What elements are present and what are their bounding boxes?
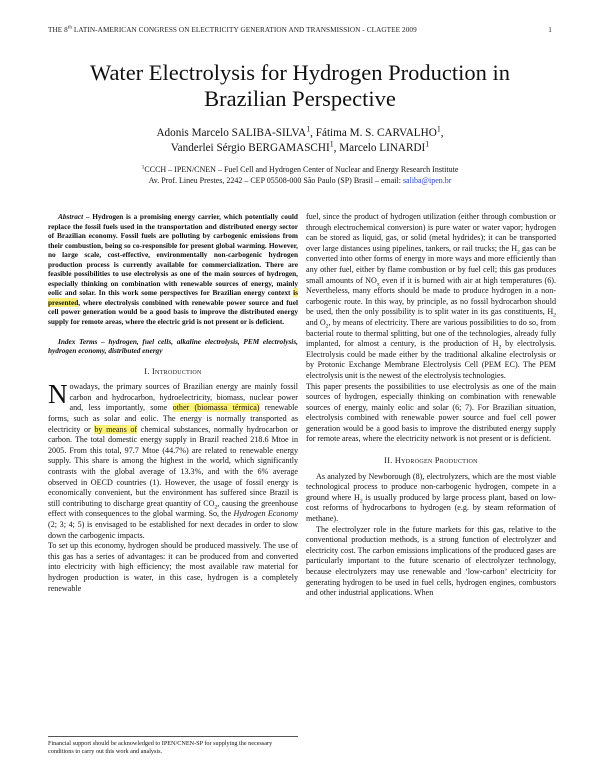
author-name: Marcelo LINARDI (339, 142, 426, 154)
footnote: Financial support should be acknowledged to IPEN/CNEN-SP for supplying the necessary conditions to carry out this work and analysis. (48, 736, 298, 756)
running-head (48, 26, 552, 34)
highlighted-text: by means of (94, 424, 138, 434)
left-column (48, 212, 298, 594)
running-head-text: THE 8th LATIN-AMERICAN CONGRESS ON ELECTRICITY GENERATION AND TRANSMISSION - CLAGTEE 2009 (48, 25, 417, 34)
right-paragraph-1: fuel, since the product of hydrogen utilization (either through combustion or through electrochemical conversion) is pure water or water vapor; hydrogen can be stored as liquid, gas, or solid (metal hydrides); it can be transported over large distances using pipelines, tankers, or rail trucks; the $H_2$ gas can be converted into other forms of energy in more ways and more efficiently than any other fuel, either by flame combustion or by fuel cell; this gas produces small amounts of $NO_x$ even if it is burned with air at high temperatures (6). Nevertheless, many efforts should be made to produce hydrogen in a non-carbogenic route. In this way, by principle, as no fossil hydrocarbon should be used, then the only possibility is to split water in its gas constituents, $H_2$ and $O_2$, by means of electricity. There are various possibilities to do so, from bacterial route to thermal splitting, but one of the technologies, already fully implanted, for almost a century, is the production of $H_2$ by electrolysis. Electrolysis could be made either by the traditional alkaline electrolysis or by Protonic Exchange Membrane Electrolysis Cell (PEM EC). The PEM electrolysis unit is the newest of the electrolysis technologies. (306, 212, 557, 380)
drop-cap: N (48, 379, 68, 410)
author-name: Vanderlei Sérgio BERGAMASCHI (170, 142, 330, 154)
right-paragraph-2: This paper presents the possibilities to use electrolysis as one of the main sources of hydrogen, especially thinking on combination with renewable sources of energy, mainly eolic and solar (6; 7). For Brazilian situation, electrolysis combined with renewable power source and fuel cell power generation would be a good basis to improve the distributed energy supply for remote areas, where the electricity network is not present or is deficient. (306, 381, 556, 444)
index-terms: Index Terms – hydrogen, fuel cells, alkaline electrolysis, PEM electrolysis, hydrogen economy, distributed energy (48, 336, 298, 356)
intro-paragraph-1: Nowadays, the primary sources of Brazilian energy are mainly fossil carbon and hydrocarbon, hydroelectricity, biomass, nuclear power and, less importantly, some other (biomassa térmica) renewable forms, such as solar and eolic. The energy is normally transported as electricity or by means of chemical substances, normally hydrocarbon or carbon. The total domestic energy supply in Brazil reached 218.6 Mtoe in 2005. From this total, 97.7 Mtoe (44.7%) are related to renewable energy supply. This share is among the highest in the world, which significantly contrasts with the global average of 13.3%, and with the 6% average observed in OECD countries (1). However, the usage of fossil energy is economically convenient, but the environment has suffered since Brazil is still contributing to discharge great quantity of $CO_2$, causing the greenhouse effect with consequences to the global warming. So, the Hydrogen Economy (2; 3; 4; 5) is envisaged to be established for next decades in order to slow down the carbogenic impacts. (48, 379, 298, 540)
paper-title: Water Electrolysis for Hydrogen Production in Brazilian Perspective (90, 60, 510, 111)
author-list: Adonis Marcelo SALIBA-SILVA$^1$, Fátima M. S. CARVALHO$^1$, Vanderlei Sérgio BERGAMASCHI$^1$, Marcelo LINARDI$^1$ (156, 124, 444, 154)
section-heading-hydrogen-production: II. Hydrogen Production (384, 456, 478, 466)
page-number: 1 (548, 26, 552, 34)
right-paragraph-4: The electrolyzer role in the future markets for this gas, relative to the conventional production methods, is a strong function of electrolyzer and electricity cost. The carbon emissions implications of the produced gases are particularly important to the future scenario of electrolyzer technology, because electrolyzers may use renewable and ‘low-carbon’ electricity for generating hydrogen to be used in fuel cells, hydrogen engines, combustors and other industrial applications. When (306, 524, 556, 598)
author-name: Adonis Marcelo SALIBA-SILVA (156, 127, 307, 139)
section-heading-introduction: I. Introduction (144, 366, 202, 376)
highlighted-text: other (biomassa térmica) (172, 403, 260, 413)
right-column (306, 212, 556, 599)
highlighted-text: is presented (48, 288, 298, 307)
email-link[interactable]: saliba@ipen.br (402, 176, 452, 185)
intro-paragraph-2: To set up this economy, hydrogen should be produced massively. The use of this gas has a series of advantages: it can be produced from and converted into electricity with high efficiency; the most available raw material for hydrogen production is water, in this case, hydrogen is a completely renewable (48, 541, 298, 593)
affiliation: $^1$CCCH – IPEN/CNEN – Fuel Cell and Hydrogen Center of Nuclear and Energy Research Institute Av. Prof. Lineu Prestes, 2242 – CEP 05508-000 São Paulo (SP) Brasil – email: saliba@ipen.br (141, 164, 459, 185)
right-paragraph-3: As analyzed by Newborough (8), electrolyzers, which are the most viable technological process to produce non-carbogenic hydrogen, compete in a ground where $H_2$ is usually produced by large process plant, based on low-cost reforms of hydrocarbons to hydrogen (e.g. by steam reformation of methane). (306, 471, 556, 524)
abstract: Abstract – Hydrogen is a promising energy carrier, which potentially could replace the fossil fuels used in the transportation and distributed energy sector of Brazilian economy. Fossil fuels are polluting by carbogenic emissions from their combustion, being so co-responsible for present global warming. However, no large scale, cost-effective, environmentally non-carbogenic hydrogen production process is currently available for commercialization. There are feasible possibilities to use electrolysis as one of the main sources of hydrogen, especially thinking on combination with renewable sources of energy, mainly eolic and solar. In this work some perspectives for Brazilian energy context is presented, where electrolysis combined with renewable power source and fuel cell power generation would be a good basis to improve the distributed energy supply for remote areas, where the electric grid is not present or is deficient. (48, 212, 298, 327)
author-name: Fátima M. S. CARVALHO (315, 127, 437, 139)
